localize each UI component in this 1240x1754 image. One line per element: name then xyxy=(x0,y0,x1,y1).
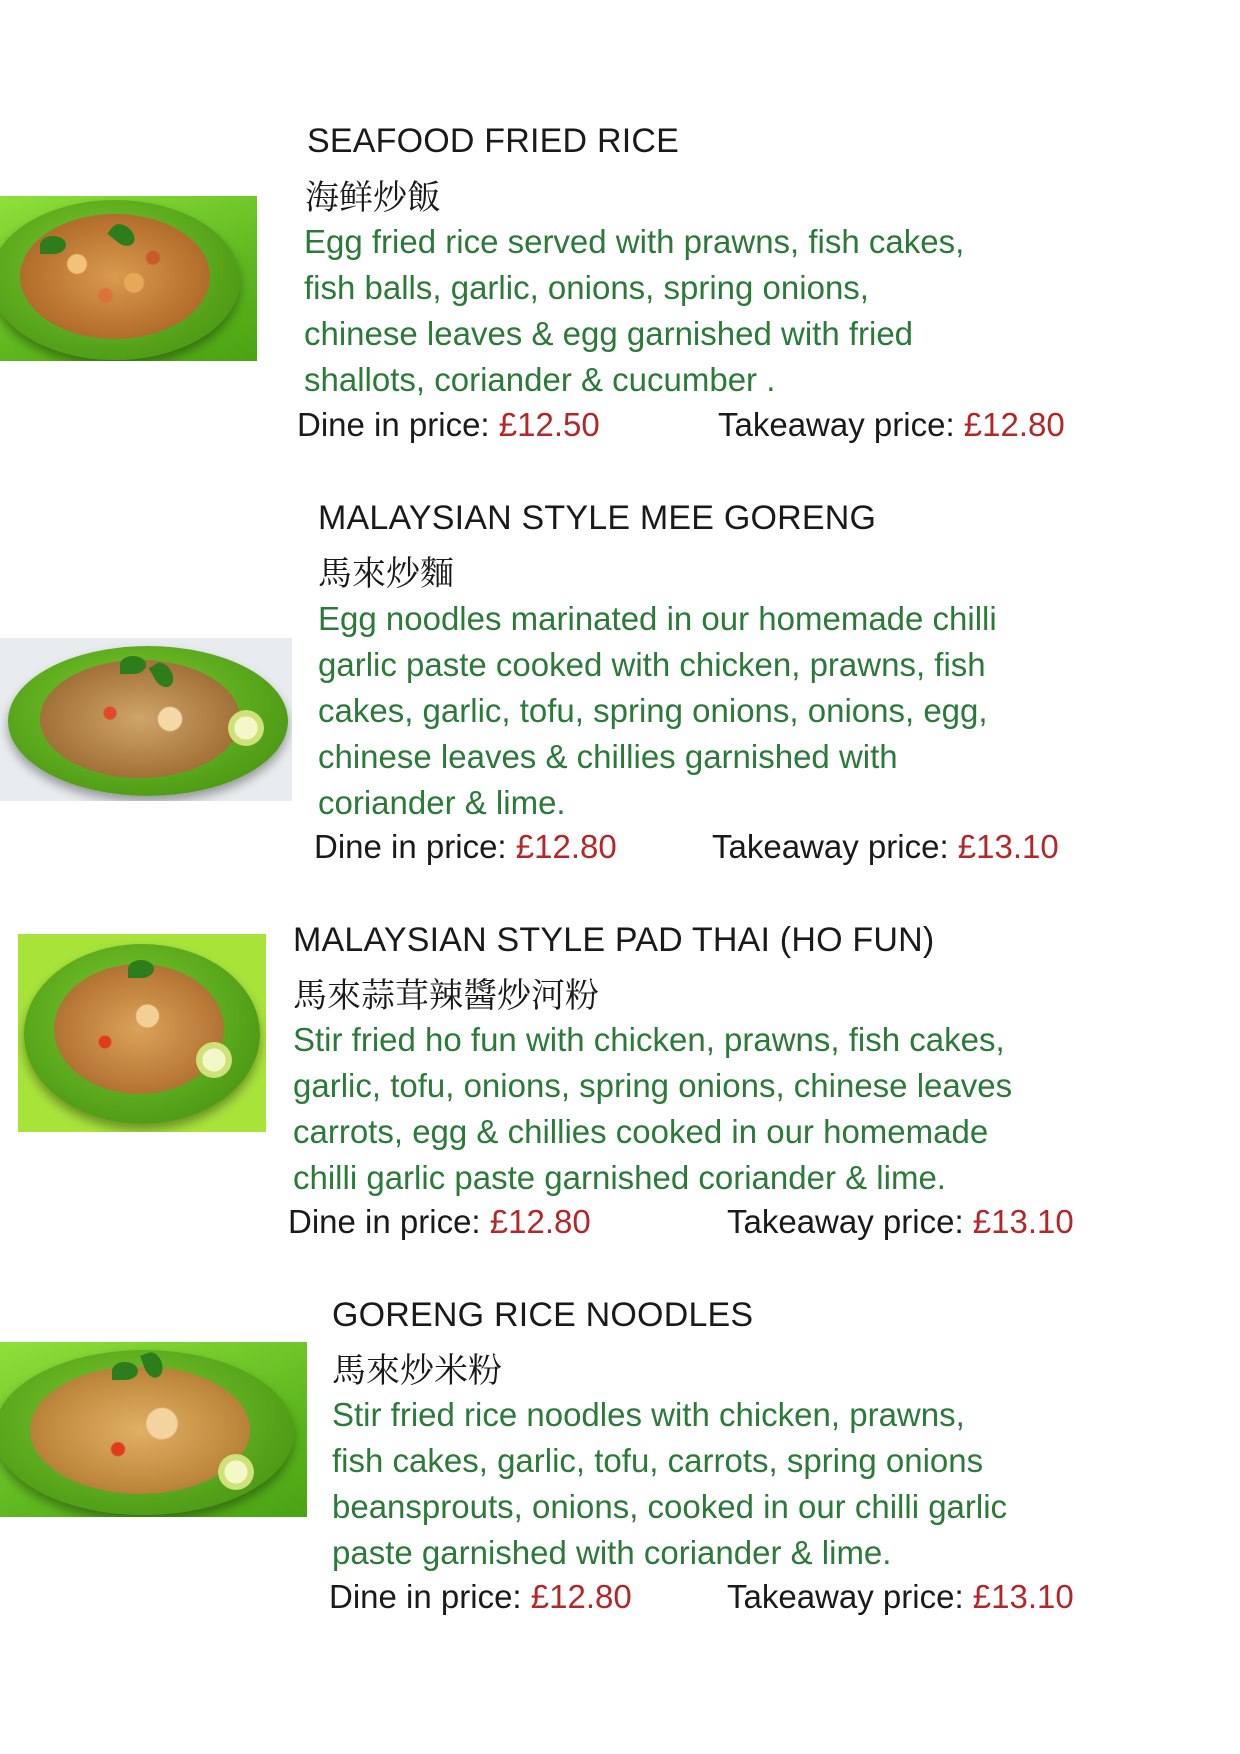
takeaway-price: £13.10 xyxy=(972,1578,1074,1615)
price-line xyxy=(718,406,1065,444)
dish-photo xyxy=(0,1342,307,1517)
dine-in-label: Dine in price: xyxy=(314,828,516,865)
dish-description: Egg fried rice served with prawns, fish cakes, fish balls, garlic, onions, spring onions, chinese leaves & egg garnished with fried shallots, coriander & cucumber . xyxy=(304,223,965,398)
takeaway-label: Takeaway price: xyxy=(718,406,964,443)
dish-photo xyxy=(18,934,266,1132)
takeaway-label: Takeaway price: xyxy=(727,1203,973,1240)
dish-description: Stir fried ho fun with chicken, prawns, fish cakes, garlic, tofu, onions, spring onions, chinese leaves carrots, egg & chillies cooked in our homemade chilli garlic paste garnished coriander & lime. xyxy=(293,1021,1013,1196)
dish-title: SEAFOOD FRIED RICE xyxy=(307,122,679,160)
takeaway-price: £13.10 xyxy=(972,1203,1074,1240)
dish-title: GORENG RICE NOODLES xyxy=(332,1296,754,1334)
price-line xyxy=(288,1203,591,1241)
takeaway-price: £12.80 xyxy=(963,406,1065,443)
dish-photo xyxy=(0,638,292,801)
dish-chinese-name: 海鲜炒飯 xyxy=(305,178,441,218)
takeaway-label: Takeaway price: xyxy=(712,828,958,865)
dish-description: Stir fried rice noodles with chicken, prawns, fish cakes, garlic, tofu, carrots, spring onions beansprouts, onions, cooked in our chilli garlic paste garnished with coriander & lime. xyxy=(332,1396,1008,1571)
price-line xyxy=(314,828,617,866)
price-line xyxy=(727,1203,1074,1241)
takeaway-price: £13.10 xyxy=(957,828,1059,865)
dish-chinese-name: 馬來炒麵 xyxy=(318,554,454,594)
price-line xyxy=(297,406,600,444)
price-line xyxy=(727,1578,1074,1616)
price-line xyxy=(329,1578,632,1616)
dish-chinese-name: 馬來蒜茸辣醬炒河粉 xyxy=(293,976,599,1016)
dine-in-price: £12.80 xyxy=(489,1203,591,1240)
dine-in-label: Dine in price: xyxy=(297,406,499,443)
dine-in-label: Dine in price: xyxy=(329,1578,531,1615)
dine-in-label: Dine in price: xyxy=(288,1203,490,1240)
takeaway-label: Takeaway price: xyxy=(727,1578,973,1615)
dish-description: Egg noodles marinated in our homemade chilli garlic paste cooked with chicken, prawns, fish cakes, garlic, tofu, spring onions, onions, egg, chinese leaves & chillies garnished with coriander & lime. xyxy=(318,600,997,821)
dish-title: MALAYSIAN STYLE PAD THAI (HO FUN) xyxy=(293,921,935,959)
dish-photo xyxy=(0,196,257,361)
dine-in-price: £12.80 xyxy=(530,1578,632,1615)
dine-in-price: £12.80 xyxy=(515,828,617,865)
price-line xyxy=(712,828,1059,866)
dish-title: MALAYSIAN STYLE MEE GORENG xyxy=(318,499,877,537)
dine-in-price: £12.50 xyxy=(498,406,600,443)
dish-chinese-name: 馬來炒米粉 xyxy=(332,1351,502,1391)
